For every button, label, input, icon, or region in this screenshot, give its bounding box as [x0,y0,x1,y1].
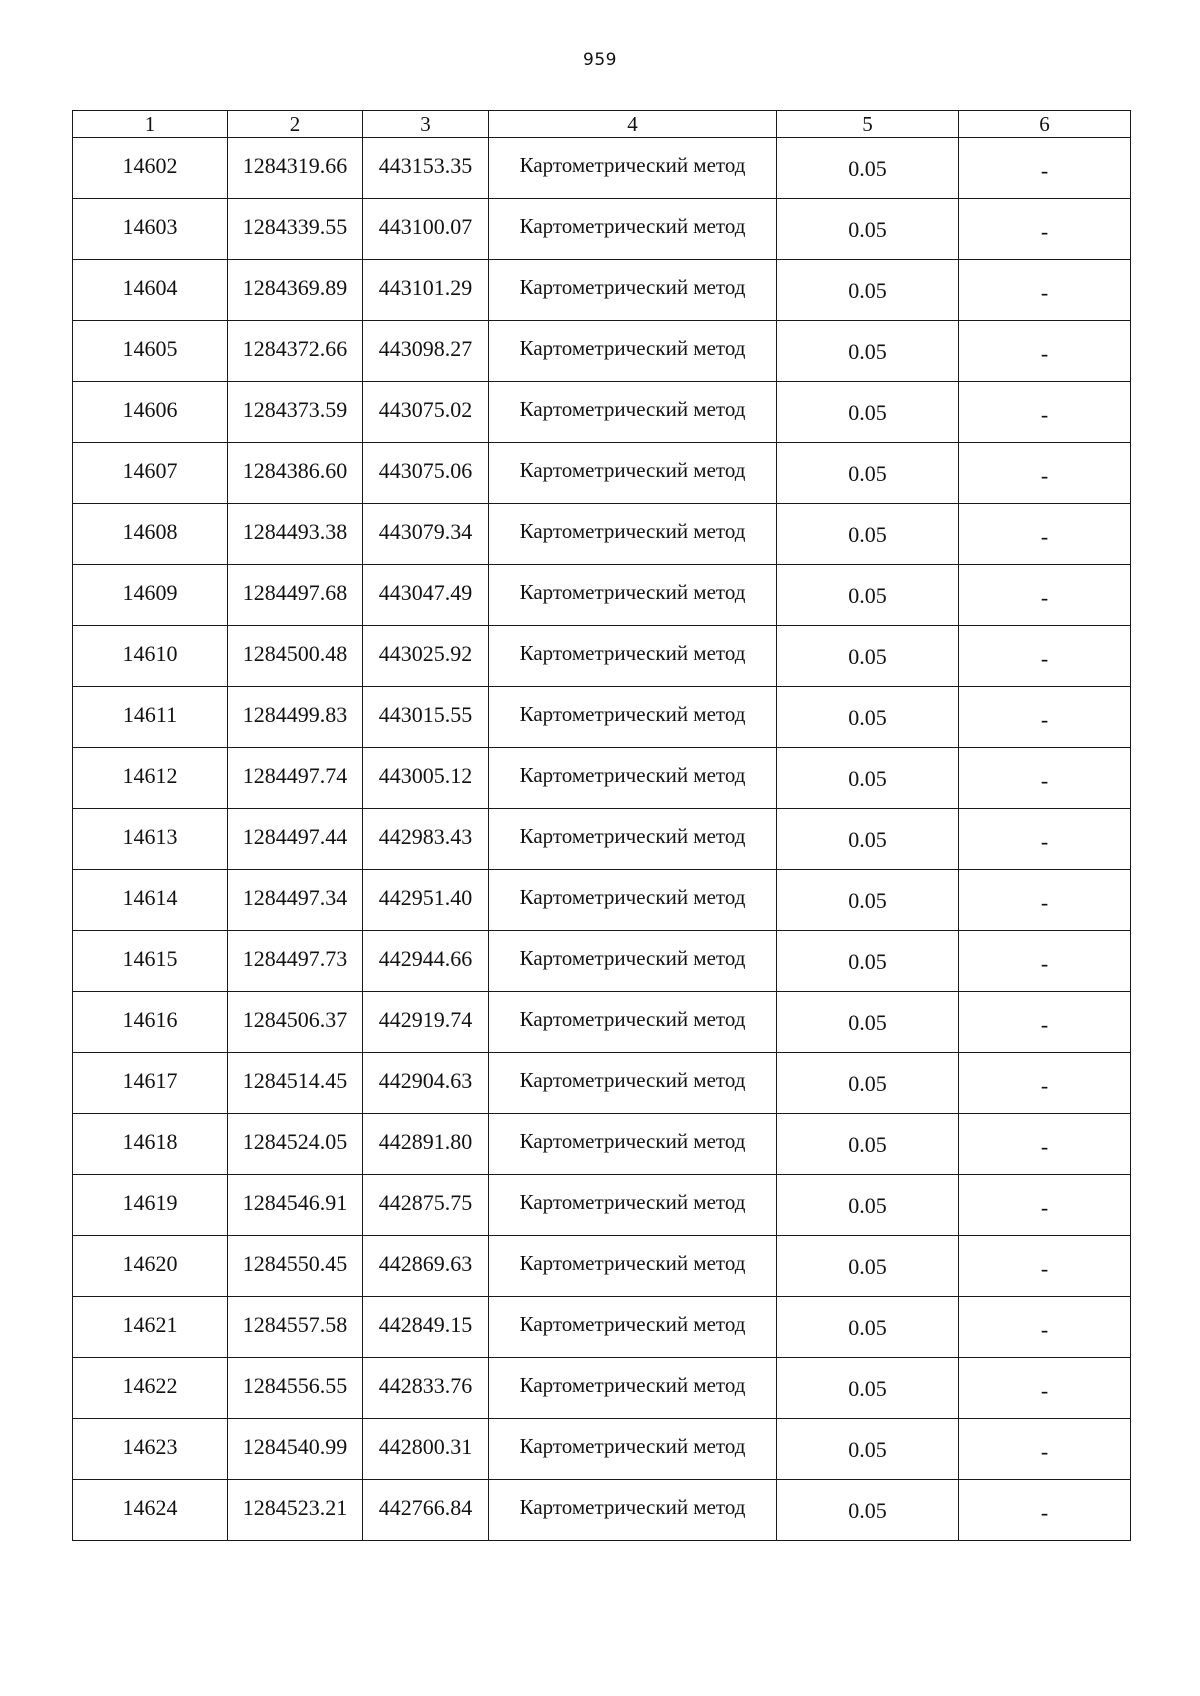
table-row [73,1480,1131,1541]
y-coordinate-cell: 443098.27 [363,321,489,382]
table-row [73,1419,1131,1480]
x-coordinate-cell: 1284497.68 [228,565,363,626]
accuracy-cell: 0.05 [777,1175,959,1236]
y-coordinate-cell: 443153.35 [363,138,489,199]
accuracy-cell: 0.05 [777,565,959,626]
point-number-cell: 14616 [73,992,228,1053]
page-number: 959 [583,50,617,70]
point-number-cell: 14623 [73,1419,228,1480]
method-cell: Картометрический метод [489,931,777,992]
point-number-cell: 14605 [73,321,228,382]
description-cell: - [959,1053,1131,1114]
accuracy-cell: 0.05 [777,687,959,748]
header-row [73,111,1131,138]
description-cell: - [959,1114,1131,1175]
x-coordinate-cell: 1284493.38 [228,504,363,565]
table-row [73,626,1131,687]
accuracy-cell: 0.05 [777,1053,959,1114]
method-cell: Картометрический метод [489,1419,777,1480]
y-coordinate-cell: 442891.80 [363,1114,489,1175]
y-coordinate-cell: 443025.92 [363,626,489,687]
point-number-cell: 14612 [73,748,228,809]
description-cell: - [959,809,1131,870]
column-header-1: 1 [73,111,228,138]
y-coordinate-cell: 443005.12 [363,748,489,809]
point-number-cell: 14624 [73,1480,228,1541]
x-coordinate-cell: 1284556.55 [228,1358,363,1419]
column-header-2: 2 [228,111,363,138]
method-cell: Картометрический метод [489,260,777,321]
x-coordinate-cell: 1284524.05 [228,1114,363,1175]
x-coordinate-cell: 1284540.99 [228,1419,363,1480]
y-coordinate-cell: 443075.06 [363,443,489,504]
table-row [73,565,1131,626]
y-coordinate-cell: 442983.43 [363,809,489,870]
description-cell: - [959,1236,1131,1297]
method-cell: Картометрический метод [489,1175,777,1236]
accuracy-cell: 0.05 [777,809,959,870]
x-coordinate-cell: 1284369.89 [228,260,363,321]
point-number-cell: 14622 [73,1358,228,1419]
point-number-cell: 14611 [73,687,228,748]
method-cell: Картометрический метод [489,504,777,565]
table-row [73,1053,1131,1114]
y-coordinate-cell: 442919.74 [363,992,489,1053]
method-cell: Картометрический метод [489,1114,777,1175]
accuracy-cell: 0.05 [777,931,959,992]
y-coordinate-cell: 442833.76 [363,1358,489,1419]
description-cell: - [959,992,1131,1053]
x-coordinate-cell: 1284557.58 [228,1297,363,1358]
table-row [73,1297,1131,1358]
column-header-3: 3 [363,111,489,138]
table-row [73,260,1131,321]
accuracy-cell: 0.05 [777,1419,959,1480]
description-cell: - [959,321,1131,382]
method-cell: Картометрический метод [489,1358,777,1419]
method-cell: Картометрический метод [489,809,777,870]
accuracy-cell: 0.05 [777,870,959,931]
table-row [73,1236,1131,1297]
description-cell: - [959,1419,1131,1480]
x-coordinate-cell: 1284373.59 [228,382,363,443]
point-number-cell: 14614 [73,870,228,931]
method-cell: Картометрический метод [489,138,777,199]
point-number-cell: 14610 [73,626,228,687]
description-cell: - [959,382,1131,443]
table-body [73,138,1131,1541]
description-cell: - [959,1480,1131,1541]
accuracy-cell: 0.05 [777,504,959,565]
point-number-cell: 14607 [73,443,228,504]
description-cell: - [959,260,1131,321]
table-row [73,1114,1131,1175]
method-cell: Картометрический метод [489,199,777,260]
y-coordinate-cell: 442869.63 [363,1236,489,1297]
point-number-cell: 14604 [73,260,228,321]
description-cell: - [959,565,1131,626]
y-coordinate-cell: 443075.02 [363,382,489,443]
accuracy-cell: 0.05 [777,382,959,443]
method-cell: Картометрический метод [489,1297,777,1358]
point-number-cell: 14618 [73,1114,228,1175]
point-number-cell: 14602 [73,138,228,199]
point-number-cell: 14615 [73,931,228,992]
x-coordinate-cell: 1284497.34 [228,870,363,931]
y-coordinate-cell: 443047.49 [363,565,489,626]
coordinates-table [72,110,1131,1541]
point-number-cell: 14606 [73,382,228,443]
y-coordinate-cell: 443015.55 [363,687,489,748]
column-header-4: 4 [489,111,777,138]
x-coordinate-cell: 1284550.45 [228,1236,363,1297]
method-cell: Картометрический метод [489,992,777,1053]
table-row [73,687,1131,748]
table-row [73,870,1131,931]
table-row [73,748,1131,809]
method-cell: Картометрический метод [489,626,777,687]
y-coordinate-cell: 443100.07 [363,199,489,260]
y-coordinate-cell: 442944.66 [363,931,489,992]
point-number-cell: 14608 [73,504,228,565]
table-header [73,111,1131,138]
table-row [73,321,1131,382]
method-cell: Картометрический метод [489,382,777,443]
accuracy-cell: 0.05 [777,1236,959,1297]
method-cell: Картометрический метод [489,687,777,748]
method-cell: Картометрический метод [489,1480,777,1541]
accuracy-cell: 0.05 [777,443,959,504]
y-coordinate-cell: 442951.40 [363,870,489,931]
table-row [73,138,1131,199]
table-row [73,504,1131,565]
x-coordinate-cell: 1284499.83 [228,687,363,748]
y-coordinate-cell: 442849.15 [363,1297,489,1358]
accuracy-cell: 0.05 [777,626,959,687]
description-cell: - [959,870,1131,931]
table-row [73,382,1131,443]
method-cell: Картометрический метод [489,1053,777,1114]
point-number-cell: 14603 [73,199,228,260]
x-coordinate-cell: 1284497.44 [228,809,363,870]
description-cell: - [959,687,1131,748]
accuracy-cell: 0.05 [777,992,959,1053]
accuracy-cell: 0.05 [777,138,959,199]
method-cell: Картометрический метод [489,1236,777,1297]
x-coordinate-cell: 1284497.74 [228,748,363,809]
x-coordinate-cell: 1284500.48 [228,626,363,687]
x-coordinate-cell: 1284319.66 [228,138,363,199]
description-cell: - [959,504,1131,565]
method-cell: Картометрический метод [489,443,777,504]
accuracy-cell: 0.05 [777,1297,959,1358]
column-header-6: 6 [959,111,1131,138]
x-coordinate-cell: 1284523.21 [228,1480,363,1541]
table-row [73,1175,1131,1236]
accuracy-cell: 0.05 [777,1358,959,1419]
y-coordinate-cell: 442904.63 [363,1053,489,1114]
description-cell: - [959,1175,1131,1236]
description-cell: - [959,1297,1131,1358]
point-number-cell: 14617 [73,1053,228,1114]
table-row [73,443,1131,504]
description-cell: - [959,443,1131,504]
accuracy-cell: 0.05 [777,748,959,809]
accuracy-cell: 0.05 [777,1114,959,1175]
table-row [73,809,1131,870]
description-cell: - [959,138,1131,199]
x-coordinate-cell: 1284339.55 [228,199,363,260]
description-cell: - [959,1358,1131,1419]
method-cell: Картометрический метод [489,565,777,626]
x-coordinate-cell: 1284546.91 [228,1175,363,1236]
description-cell: - [959,626,1131,687]
accuracy-cell: 0.05 [777,199,959,260]
x-coordinate-cell: 1284506.37 [228,992,363,1053]
table-row [73,1358,1131,1419]
method-cell: Картометрический метод [489,870,777,931]
method-cell: Картометрический метод [489,321,777,382]
x-coordinate-cell: 1284386.60 [228,443,363,504]
accuracy-cell: 0.05 [777,1480,959,1541]
y-coordinate-cell: 443079.34 [363,504,489,565]
point-number-cell: 14613 [73,809,228,870]
y-coordinate-cell: 442800.31 [363,1419,489,1480]
table-row [73,199,1131,260]
method-cell: Картометрический метод [489,748,777,809]
point-number-cell: 14621 [73,1297,228,1358]
description-cell: - [959,748,1131,809]
x-coordinate-cell: 1284497.73 [228,931,363,992]
x-coordinate-cell: 1284372.66 [228,321,363,382]
y-coordinate-cell: 443101.29 [363,260,489,321]
x-coordinate-cell: 1284514.45 [228,1053,363,1114]
point-number-cell: 14609 [73,565,228,626]
column-header-5: 5 [777,111,959,138]
table-row [73,992,1131,1053]
description-cell: - [959,931,1131,992]
accuracy-cell: 0.05 [777,260,959,321]
table-row [73,931,1131,992]
accuracy-cell: 0.05 [777,321,959,382]
y-coordinate-cell: 442875.75 [363,1175,489,1236]
y-coordinate-cell: 442766.84 [363,1480,489,1541]
point-number-cell: 14620 [73,1236,228,1297]
point-number-cell: 14619 [73,1175,228,1236]
description-cell: - [959,199,1131,260]
